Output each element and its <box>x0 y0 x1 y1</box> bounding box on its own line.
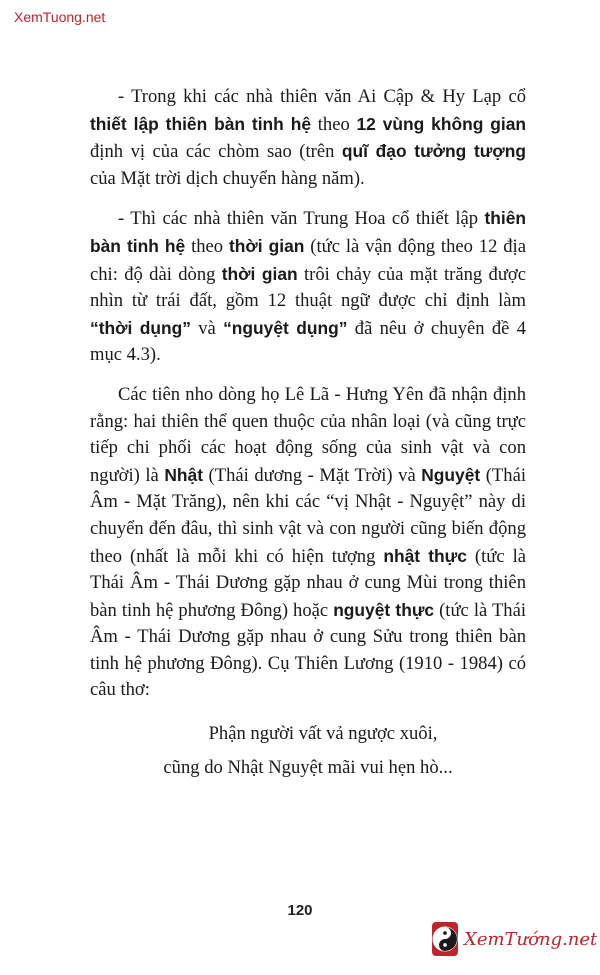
bold-run: thời gian <box>221 263 298 284</box>
text-run: đã nêu ở chuyên đề 4 mục 4.3). <box>90 317 526 366</box>
poem <box>90 717 526 785</box>
text-run: và <box>190 317 224 339</box>
paragraph-3 <box>90 382 526 704</box>
text-run: theo <box>311 113 357 135</box>
bold-run: 12 vùng không gian <box>356 113 526 134</box>
text-run: Các tiên nho dòng họ Lê Lã - Hưng Yên đã nhận định rằng: hai thiên thể quen thuộc của nhân loại (và cũng trực tiếp chi phối các hoạt động sống của sinh vật và con người) là <box>90 383 526 486</box>
bold-run: Nhật <box>164 464 203 485</box>
text-run: - Trong khi các nhà thiên văn Ai Cập & Hy Lạp cổ <box>118 86 526 107</box>
logo-text: XemTướng.net <box>464 928 598 950</box>
text-run: định vị của các chòm sao (trên <box>90 141 342 163</box>
poem-line-1: Phận người vất vả ngược xuôi, <box>208 723 438 745</box>
text-run: của Mặt trời dịch chuyển hàng năm). <box>90 167 365 189</box>
text-run: (tức là vận động theo 12 địa chi: độ dài dòng <box>90 235 526 285</box>
bold-run: “nguyệt dụng” <box>223 317 348 338</box>
text-run: (tức là Thái Âm - Thái Dương gặp nhau ở cung Sửu trong thiên bàn tinh hệ phương Đông). Cụ Thiên Lương (1910 - 1984) có câu thơ: <box>90 599 527 701</box>
text-run: (Thái dương - Mặt Trời) và <box>203 464 422 486</box>
site-tag: XemTuong.net <box>14 9 106 25</box>
poem-line-2: cũng do Nhật Nguyệt mãi vui hẹn hò... <box>163 757 453 779</box>
yin-yang-icon <box>432 922 458 956</box>
bold-run: quĩ đạo tưởng tượng <box>341 141 526 162</box>
page-number: 120 <box>287 902 313 919</box>
paragraph-1 <box>90 84 526 192</box>
text-run: theo <box>185 235 229 257</box>
text-run: (Thái Âm - Mặt Trăng), nên khi các “vị Nhật - Nguyệt” này di chuyển đến đâu, thì sinh vật và con người cũng biến động theo (nhất là mỗi khi có hiện tượng <box>90 464 526 567</box>
paragraph-2 <box>90 205 526 369</box>
bold-run: nhật thực <box>383 545 467 566</box>
bold-run: thiết lập thiên bàn tinh hệ <box>90 113 311 134</box>
bold-run: thiên bàn tinh hệ <box>90 208 526 256</box>
bold-run: Nguyệt <box>421 464 481 485</box>
bold-run: nguyệt thực <box>333 599 435 620</box>
site-logo <box>432 921 598 957</box>
text-run: - Thì các nhà thiên văn Trung Hoa cổ thiết lập <box>118 208 485 230</box>
bold-run: thời gian <box>228 235 305 256</box>
page-content <box>90 84 526 785</box>
bold-run: “thời dụng” <box>90 317 191 338</box>
text-run: trôi chảy của mặt trăng được nhìn từ trái đất, gồm 12 thuật ngữ được chỉ định làm <box>90 263 526 312</box>
text-run: (tức là Thái Âm - Thái Dương gặp nhau ở cung Mùi trong thiên bàn tinh hệ phương Đông) hoặc <box>90 545 526 621</box>
